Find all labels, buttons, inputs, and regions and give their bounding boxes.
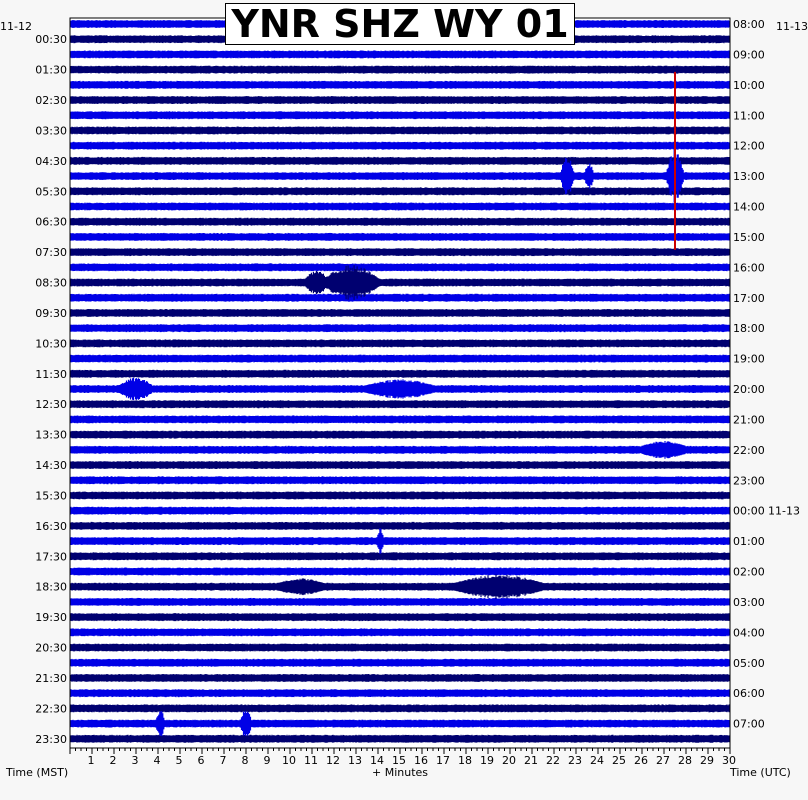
trace-line — [70, 568, 730, 576]
right-time-label: 09:00 — [733, 48, 765, 62]
x-tick-label: 2 — [109, 754, 117, 767]
x-tick-label: 28 — [678, 754, 692, 767]
trace-line — [70, 263, 730, 271]
x-tick-label: 21 — [524, 754, 538, 767]
x-tick-label: 20 — [502, 754, 516, 767]
left-time-label: 16:30 — [35, 519, 67, 533]
x-tick-label: 10 — [282, 754, 296, 767]
right-time-label: 04:00 — [733, 626, 765, 640]
left-time-label: 19:30 — [35, 611, 67, 625]
right-time-label: 16:00 — [733, 261, 765, 275]
right-time-label: 10:00 — [733, 78, 765, 92]
x-tick-label: 29 — [700, 754, 714, 767]
chart-title: YNR SHZ WY 01 — [225, 3, 575, 45]
trace-line — [70, 628, 730, 636]
right-time-label: 00:00 — [733, 504, 765, 518]
left-time-label: 23:30 — [35, 732, 67, 746]
trace-line — [70, 400, 730, 408]
trace-line — [70, 355, 730, 363]
trace-line — [70, 720, 730, 728]
x-tick-label: 11 — [304, 754, 318, 767]
trace-line — [70, 644, 730, 652]
trace-line — [70, 704, 730, 712]
trace-line — [70, 218, 730, 226]
left-time-label: 08:30 — [35, 276, 67, 290]
seismic-event — [279, 578, 322, 595]
trace-line — [70, 324, 730, 332]
right-date-change-label: 11-13 — [768, 504, 800, 518]
x-tick-label: 8 — [241, 754, 249, 767]
right-time-label: 19:00 — [733, 352, 765, 366]
trace-line — [70, 446, 730, 454]
trace-line — [70, 142, 730, 150]
right-time-label: 13:00 — [733, 170, 765, 184]
right-time-label: 06:00 — [733, 687, 765, 701]
x-tick-label: 9 — [263, 754, 271, 767]
x-tick-label: 19 — [480, 754, 494, 767]
trace-line — [70, 461, 730, 469]
trace-line — [70, 203, 730, 211]
trace-line — [70, 157, 730, 165]
right-time-label: 12:00 — [733, 139, 765, 153]
left-time-label: 06:30 — [35, 215, 67, 229]
x-tick-label: 22 — [546, 754, 560, 767]
trace-line — [70, 279, 730, 287]
x-tick-label: 18 — [458, 754, 472, 767]
left-time-label: 17:30 — [35, 550, 67, 564]
x-tick-label: 14 — [370, 754, 384, 767]
trace-line — [70, 187, 730, 195]
left-time-label: 04:30 — [35, 154, 67, 168]
x-tick-label: 13 — [348, 754, 362, 767]
x-tick-label: 3 — [131, 754, 139, 767]
trace-line — [70, 674, 730, 682]
x-tick-label: 24 — [590, 754, 604, 767]
right-time-label: 15:00 — [733, 230, 765, 244]
left-time-label: 18:30 — [35, 580, 67, 594]
left-time-label: 05:30 — [35, 185, 67, 199]
left-time-label: 10:30 — [35, 337, 67, 351]
x-tick-label: 16 — [414, 754, 428, 767]
right-time-label: 08:00 — [733, 18, 765, 31]
trace-line — [70, 735, 730, 743]
x-tick-label: 15 — [392, 754, 406, 767]
trace-line — [70, 172, 730, 180]
trace-line — [70, 339, 730, 347]
right-time-label: 02:00 — [733, 565, 765, 579]
x-tick-label: 7 — [219, 754, 227, 767]
left-time-label: 22:30 — [35, 702, 67, 716]
trace-line — [70, 507, 730, 515]
right-time-label: 22:00 — [733, 443, 765, 457]
x-tick-label: 30 — [722, 754, 736, 767]
right-time-label: 17:00 — [733, 291, 765, 305]
trace-line — [70, 598, 730, 606]
trace-line — [70, 96, 730, 104]
trace-line — [70, 81, 730, 89]
right-date-label: 11-13 — [776, 20, 808, 33]
left-time-label: 01:30 — [35, 63, 67, 77]
right-time-label: 23:00 — [733, 474, 765, 488]
trace-line — [70, 50, 730, 58]
trace-line — [70, 127, 730, 135]
left-time-label: 15:30 — [35, 489, 67, 503]
left-time-label: 14:30 — [35, 459, 67, 473]
right-time-label: 11:00 — [733, 109, 765, 123]
left-time-label: 07:30 — [35, 246, 67, 260]
trace-line — [70, 522, 730, 530]
left-time-label: 13:30 — [35, 428, 67, 442]
trace-line — [70, 309, 730, 317]
trace-line — [70, 66, 730, 74]
trace-line — [70, 583, 730, 591]
trace-line — [70, 689, 730, 697]
x-tick-label: 12 — [326, 754, 340, 767]
right-time-label: 05:00 — [733, 656, 765, 670]
x-tick-label: 27 — [656, 754, 670, 767]
trace-line — [70, 659, 730, 667]
trace-line — [70, 431, 730, 439]
trace-line — [70, 537, 730, 545]
x-tick-label: 17 — [436, 754, 450, 767]
bottom-axis-label: + Minutes — [372, 766, 429, 779]
left-time-label: 12:30 — [35, 398, 67, 412]
left-time-label: 21:30 — [35, 671, 67, 685]
left-time-label: 11:30 — [35, 367, 67, 381]
trace-line — [70, 370, 730, 378]
x-tick-label: 6 — [197, 754, 205, 767]
trace-line — [70, 233, 730, 241]
left-axis-label: Time (MST) — [6, 766, 69, 779]
trace-line — [70, 492, 730, 500]
trace-line — [70, 552, 730, 560]
right-time-label: 14:00 — [733, 200, 765, 214]
trace-line — [70, 415, 730, 423]
x-tick-label: 1 — [87, 754, 95, 767]
right-time-label: 18:00 — [733, 322, 765, 336]
trace-line — [70, 111, 730, 119]
trace-line — [70, 613, 730, 621]
right-time-label: 20:00 — [733, 383, 765, 396]
left-time-label: 00:30 — [35, 33, 67, 47]
right-time-label: 03:00 — [733, 595, 765, 609]
left-time-label: 09:30 — [35, 306, 67, 320]
right-time-label: 07:00 — [733, 717, 765, 731]
left-time-label: 02:30 — [35, 94, 67, 108]
x-tick-label: 25 — [612, 754, 626, 767]
trace-line — [70, 248, 730, 256]
left-time-label: 20:30 — [35, 641, 67, 655]
right-time-label: 21:00 — [733, 413, 765, 427]
left-date-label: 11-12 — [0, 20, 32, 33]
trace-line — [70, 476, 730, 484]
right-time-label: 01:00 — [733, 535, 765, 549]
x-tick-label: 4 — [153, 754, 161, 767]
x-tick-label: 26 — [634, 754, 648, 767]
right-axis-label: Time (UTC) — [730, 766, 791, 779]
x-tick-label: 23 — [568, 754, 582, 767]
left-time-label: 03:30 — [35, 124, 67, 138]
trace-line — [70, 294, 730, 302]
x-tick-label: 5 — [175, 754, 183, 767]
